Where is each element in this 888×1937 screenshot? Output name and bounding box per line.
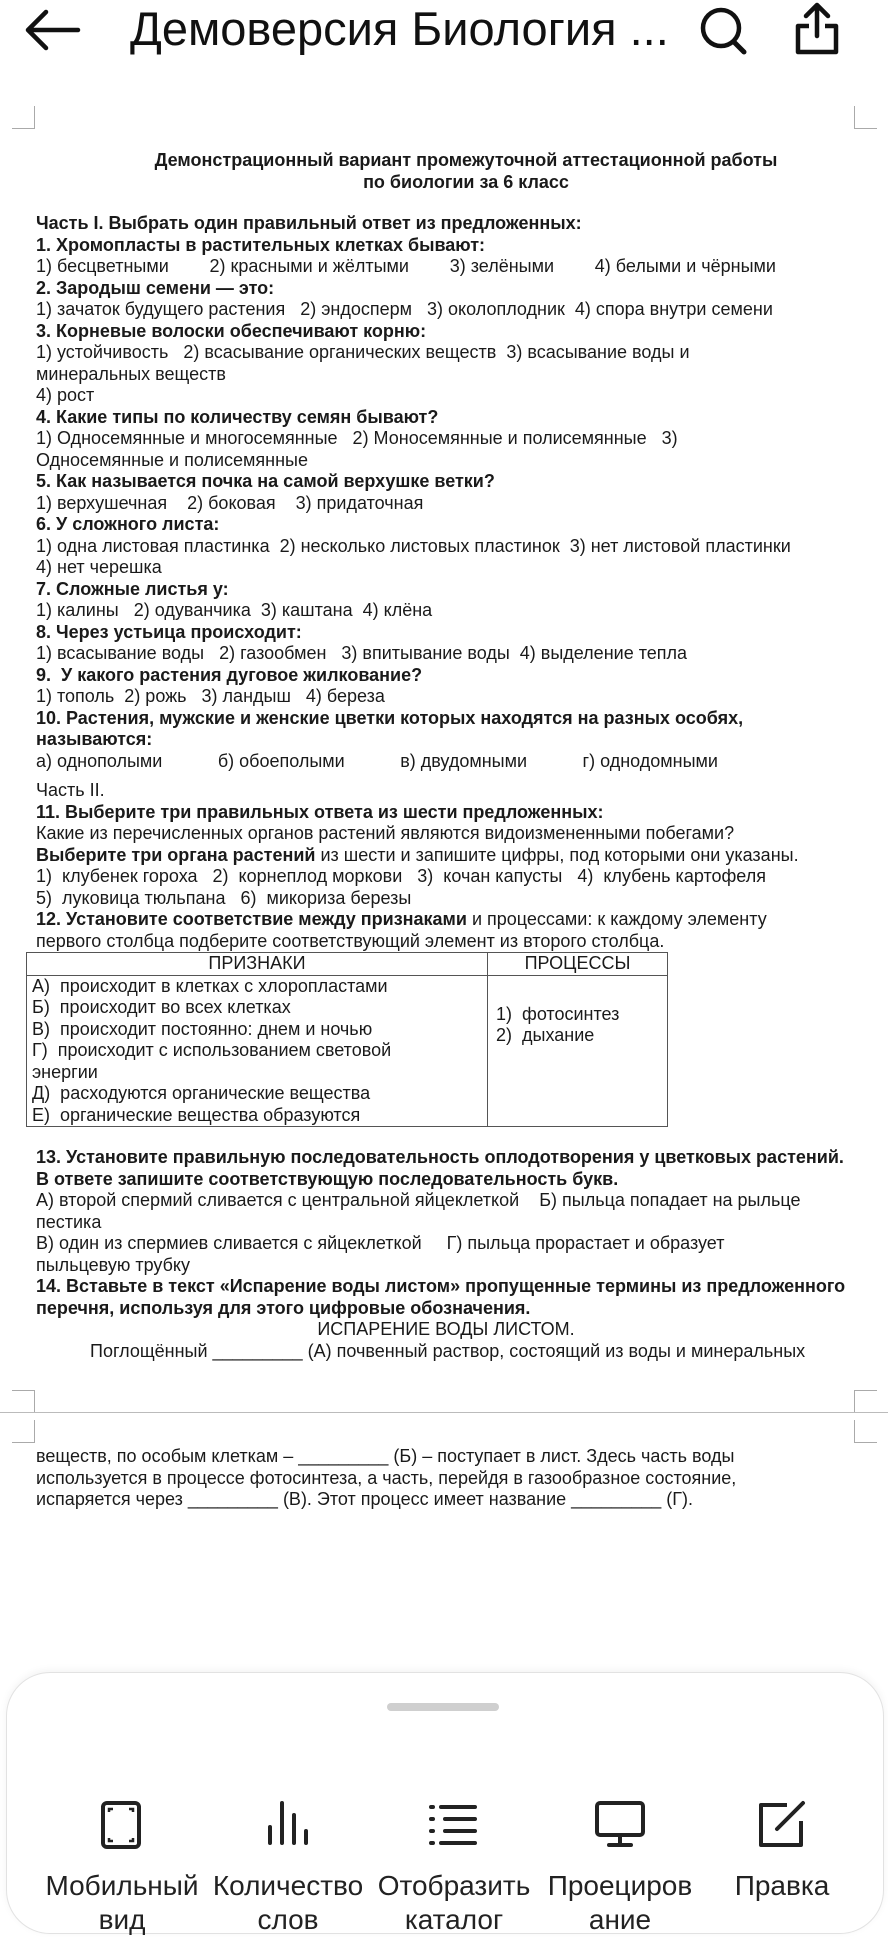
- question-9: 9. У какого растения дуговое жилкование?: [36, 664, 423, 685]
- question-5-answers: 1) верхушечная 2) боковая 3) придаточная: [36, 492, 424, 513]
- mobile-view-button[interactable]: [37, 1783, 207, 1935]
- search-icon: [698, 4, 748, 56]
- page-corner-mark: [12, 1420, 35, 1443]
- page-corner-mark: [12, 106, 35, 129]
- arrow-left-icon: [22, 6, 82, 54]
- question-14-text: веществ, по особым клеткам – _________ (Б) – поступает в лист. Здесь часть воды: [36, 1446, 735, 1466]
- mobile-view-label: Мобильный вид: [45, 1870, 199, 1935]
- document-heading: [96, 150, 836, 193]
- question-6-answers: 4) нет черешка: [36, 557, 162, 577]
- word-count-label: Количество слов: [212, 1870, 364, 1935]
- page-corner-mark: [854, 1390, 877, 1413]
- question-14-text: Поглощённый _________ (А) почвенный раствор, состоящий из воды и минеральных: [90, 1340, 806, 1361]
- mobile-view-icon: [37, 1799, 207, 1851]
- question-4-answers: 1) Односемянные и многосемянные 2) Моносемянные и полисемянные 3): [36, 428, 678, 448]
- process-item: 1) фотосинтез: [496, 1003, 620, 1024]
- answer-option: 3) зелёными: [449, 256, 555, 276]
- question-3-answers: 4) рост: [36, 385, 95, 405]
- process-item: 2) дыхание: [496, 1025, 595, 1045]
- question-11: 11. Выберите три правильных ответа из шести предложенных:: [36, 801, 604, 822]
- word-count-button[interactable]: [203, 1783, 373, 1935]
- edit-label: Правка: [734, 1870, 830, 1901]
- question-4: 4. Какие типы по количеству семян бывают?: [36, 406, 439, 427]
- question-11-answers: 5) луковица тюльпана 6) микориза березы: [36, 887, 412, 908]
- question-8-answers: 1) всасывание воды 2) газообмен 3) впитывание воды 4) выделение тепла: [36, 643, 688, 663]
- back-button[interactable]: [22, 6, 82, 54]
- signs-cell: [27, 975, 488, 1127]
- drag-handle[interactable]: [387, 1703, 499, 1711]
- catalog-list-icon: [369, 1799, 539, 1851]
- question-13: В ответе запишите соответствующую последовательность букв.: [36, 1168, 619, 1189]
- question-12-rest: и процессами: к каждому элементу: [466, 909, 767, 929]
- question-13-answers: пыльцевую трубку: [36, 1254, 190, 1275]
- question-11-instruction: [36, 845, 856, 867]
- sign-item: Г) происходит с использованием световой энергии: [32, 1040, 397, 1082]
- page-corner-mark: [12, 1390, 35, 1413]
- question-10-answers: [36, 751, 718, 773]
- page-corner-mark: [854, 106, 877, 129]
- page-break-divider: [0, 1412, 888, 1413]
- question-14-text: испаряется через _________ (В). Этот процесс имеет название _________ (Г).: [36, 1489, 693, 1509]
- question-3: 3. Корневые волоски обеспечивают корню:: [36, 320, 427, 341]
- question-11-answers: 1) клубенек гороха 2) корнеплод моркови 3) кочан капусты 4) клубень картофеля: [36, 866, 766, 886]
- search-button[interactable]: [698, 4, 748, 56]
- document-page: [32, 150, 856, 1362]
- question-13-answers: А) второй спермий сливается с центральной яйцеклеткой Б) пыльца попадает на рыльце: [36, 1190, 801, 1210]
- document-page-2: [36, 1446, 856, 1511]
- table-header-processes: ПРОЦЕССЫ: [488, 953, 668, 976]
- question-4-answers: Односемянные и полисемянные: [36, 449, 308, 470]
- part1-title: Часть I. Выбрать один правильный ответ из предложенных:: [36, 213, 582, 233]
- question-11-instruction-bold: Выберите три органа растений: [36, 844, 316, 865]
- question-9-answers: 1) тополь 2) рожь 3) ландыш 4) береза: [36, 686, 385, 706]
- part2-title: Часть II.: [36, 780, 105, 800]
- sign-item: Д) расходуются органические вещества: [32, 1083, 371, 1103]
- question-14-text: используется в процессе фотосинтеза, а часть, перейдя в газообразное состояние,: [36, 1467, 737, 1488]
- projection-button[interactable]: [535, 1783, 705, 1935]
- word-count-icon: [203, 1799, 373, 1851]
- question-2-answers: 1) зачаток будущего растения 2) эндосперм 3) околоплодник 4) спора внутри семени: [36, 299, 773, 319]
- question-8: 8. Через устьица происходит:: [36, 621, 302, 642]
- sign-item: А) происходит в клетках с хлоропластами: [32, 975, 388, 996]
- question-2: 2. Зародыш семени — это:: [36, 277, 275, 298]
- projection-label: Проециров ание: [547, 1870, 693, 1935]
- sign-item: Е) органические вещества образуются: [32, 1104, 361, 1125]
- matching-table: [26, 952, 668, 1127]
- share-button[interactable]: [792, 2, 842, 56]
- question-5: 5. Как называется почка на самой верхушке ветки?: [36, 471, 495, 491]
- question-14: перечня, используя для этого цифровые обозначения.: [36, 1297, 531, 1318]
- share-icon: [792, 2, 842, 56]
- answer-option: 4) белыми и чёрными: [594, 256, 776, 276]
- question-12: [36, 909, 856, 931]
- page-corner-mark: [854, 1420, 877, 1443]
- question-1-answers: [36, 256, 776, 278]
- question-14-title: ИСПАРЕНИЕ ВОДЫ ЛИСТОМ.: [317, 1319, 575, 1339]
- answer-option: 2) красными и жёлтыми: [209, 256, 409, 276]
- question-13-answers: пестика: [36, 1211, 102, 1232]
- question-12-line2: первого столбца подберите соответствующий элемент из второго столбца.: [36, 930, 665, 951]
- question-12-bold: 12. Установите соответствие между признаками: [36, 909, 467, 929]
- question-13: 13. Установите правильную последовательность оплодотворения у цветковых растений.: [36, 1147, 844, 1167]
- question-3-answers: минеральных веществ: [36, 363, 226, 384]
- question-11-text: Какие из перечисленных органов растений являются видоизмененными побегами?: [36, 823, 735, 843]
- question-13-answers: В) один из спермиев сливается с яйцеклеткой Г) пыльца прорастает и образует: [36, 1233, 725, 1253]
- top-app-bar: [0, 0, 888, 62]
- sign-item: В) происходит постоянно: днем и ночью: [32, 1018, 373, 1039]
- projection-monitor-icon: [535, 1799, 705, 1851]
- question-3-answers: 1) устойчивость 2) всасывание органических веществ 3) всасывание воды и: [36, 342, 690, 362]
- answer-option: а) однополыми: [36, 750, 163, 771]
- processes-cell: [488, 975, 668, 1127]
- answer-option: 1) бесцветными: [36, 256, 169, 276]
- question-11-instruction-rest: из шести и запишите цифры, под которыми они указаны.: [315, 844, 799, 865]
- question-7: 7. Сложные листья у:: [36, 578, 229, 599]
- show-catalog-label: Отобразить каталог: [377, 1870, 531, 1935]
- edit-icon: [697, 1799, 867, 1851]
- heading-line: Демонстрационный вариант промежуточной аттестационной работы: [154, 150, 778, 170]
- heading-line: по биологии за 6 класс: [363, 171, 569, 192]
- document-title: Демоверсия Биология ...: [130, 2, 669, 55]
- answer-option: б) обоеполыми: [217, 750, 345, 771]
- table-header-signs: ПРИЗНАКИ: [27, 953, 488, 976]
- show-catalog-button[interactable]: [369, 1783, 539, 1935]
- bottom-tools-sheet: [6, 1672, 884, 1934]
- question-1: 1. Хромопласты в растительных клетках бывают:: [36, 234, 486, 255]
- question-6-answers: 1) одна листовая пластинка 2) несколько листовых пластинок 3) нет листовой пластинки: [36, 535, 791, 556]
- question-7-answers: 1) калины 2) одуванчика 3) каштана 4) клёна: [36, 600, 433, 620]
- edit-button[interactable]: [697, 1783, 867, 1923]
- question-6: 6. У сложного листа:: [36, 514, 220, 534]
- answer-option: г) однодомными: [582, 750, 718, 771]
- question-14: 14. Вставьте в текст «Испарение воды листом» пропущенные термины из предложенного: [36, 1276, 846, 1296]
- sign-item: Б) происходит во всех клетках: [32, 997, 291, 1017]
- question-10: называются:: [36, 729, 153, 749]
- answer-option: в) двудомными: [400, 750, 528, 771]
- question-10: 10. Растения, мужские и женские цветки которых находятся на разных особях,: [36, 707, 744, 728]
